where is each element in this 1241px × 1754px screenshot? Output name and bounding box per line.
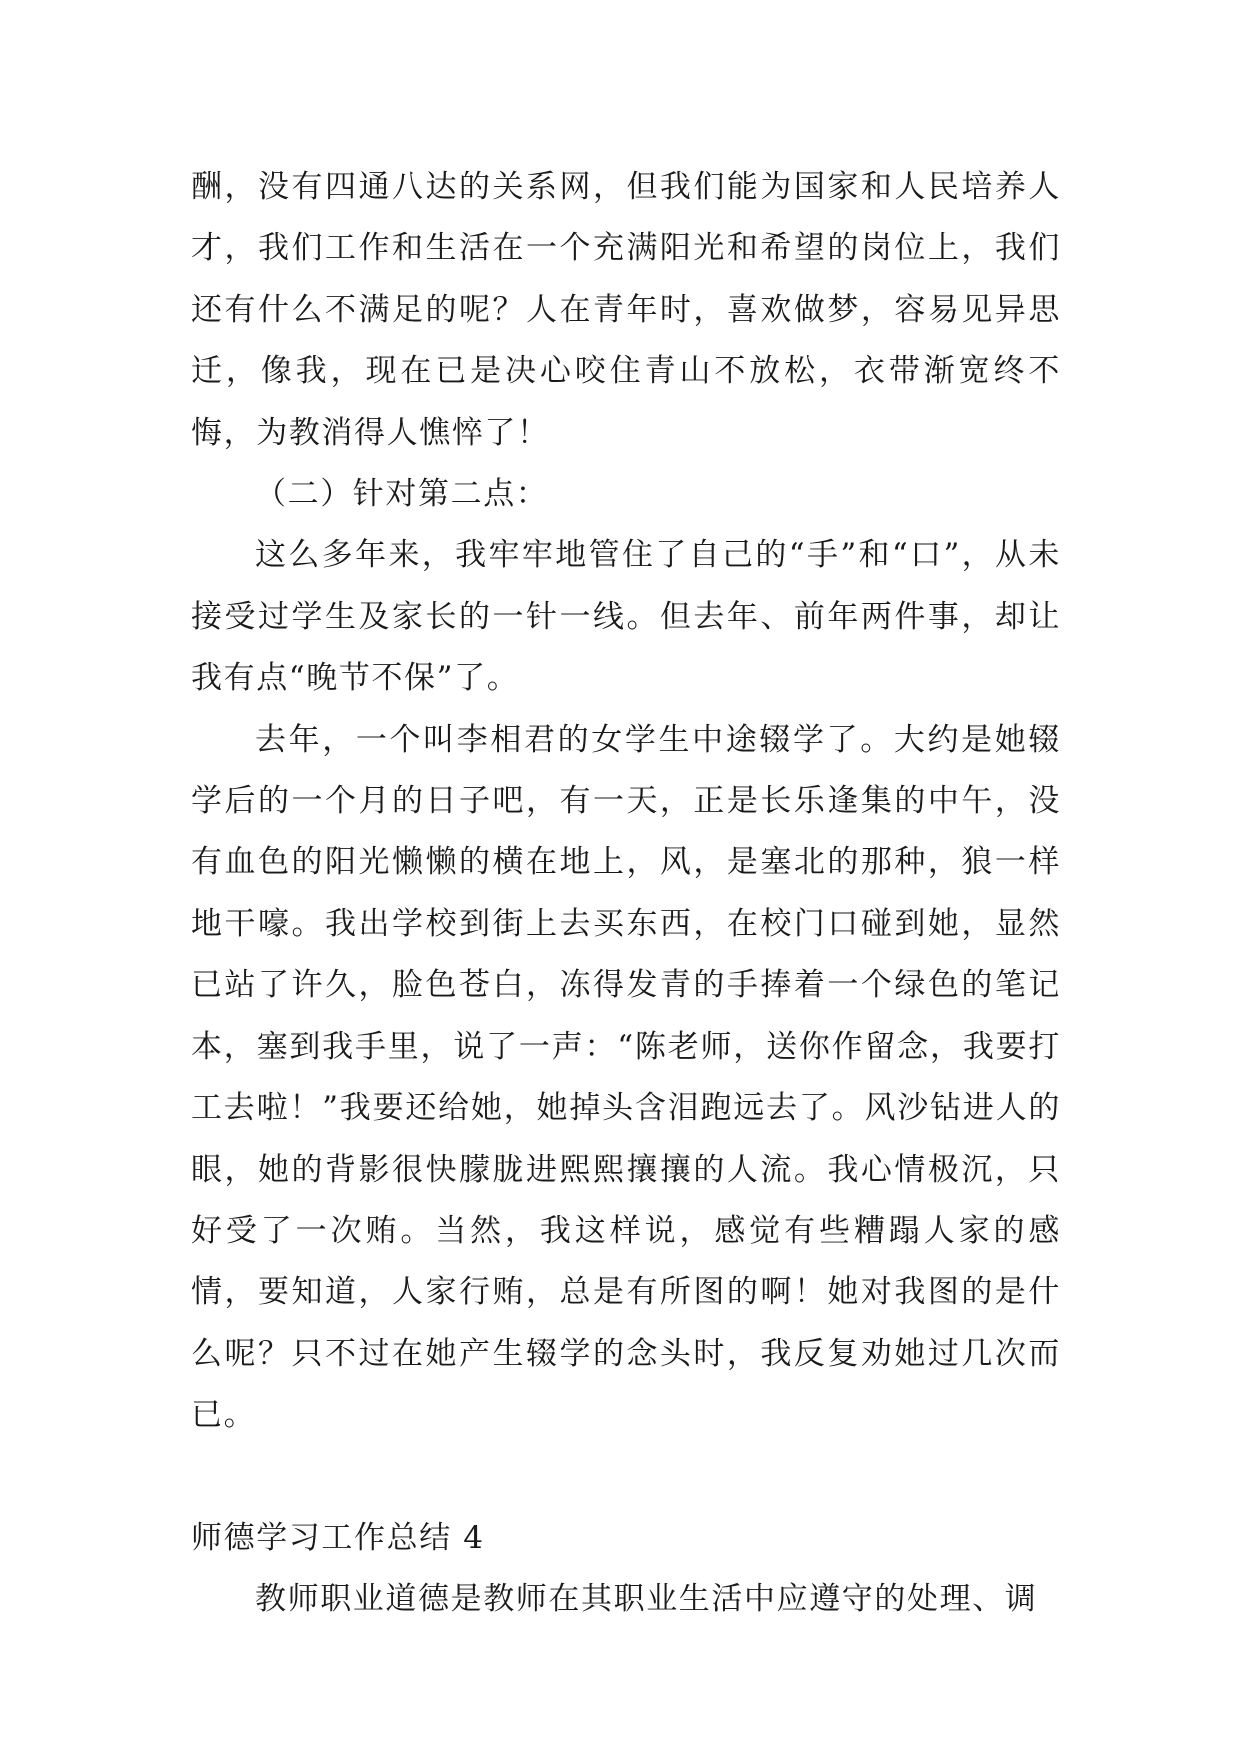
paragraph-four: 教师职业道德是教师在其职业生活中应遵守的处理、调 [255,1580,1038,1617]
section-heading: （二）针对第二点： [255,476,549,513]
spacer [191,1447,1061,1508]
document-body [191,157,1061,1630]
document-title: 师德学习工作总结 4 [191,1519,485,1556]
paragraph-continued: 酬，没有四通八达的关系网，但我们能为国家和人民培养人才，我们工作和生活在一个充满阳光和希望的岗位上，我们还有什么不满足的呢？人在青年时，喜欢做梦，容易见异思迁，像我，现在已是决心咬住青山不放松，衣带渐宽终不悔，为教消得人憔悴了！ [191,169,1061,451]
paragraph-two: 这么多年来，我牢牢地管住了自己的“手”和“口”，从未接受过学生及家长的一针一线。但去年、前年两件事，却让我有点“晚节不保”了。 [191,537,1061,697]
paragraph-three: 去年，一个叫李相君的女学生中途辍学了。大约是她辍学后的一个月的日子吧，有一天，正是长乐逢集的中午，没有血色的阳光懒懒的横在地上，风，是塞北的那种，狼一样地干嚎。我出学校到街上去买东西，在校门口碰到她，显然已站了许久，脸色苍白，冻得发青的手捧着一个绿色的笔记本，塞到我手里，说了一声：“陈老师，送你作留念，我要打工去啦！”我要还给她，她掉头含泪跑远去了。风沙钻进人的眼，她的背影很快朦胧进熙熙攘攘的人流。我心情极沉，只好受了一次贿。当然，我这样说，感觉有些糟蹋人家的感情，要知道，人家行贿，总是有所图的啊！她对我图的是什么呢？只不过在她产生辍学的念头时，我反复劝她过几次而已。 [191,721,1061,1434]
